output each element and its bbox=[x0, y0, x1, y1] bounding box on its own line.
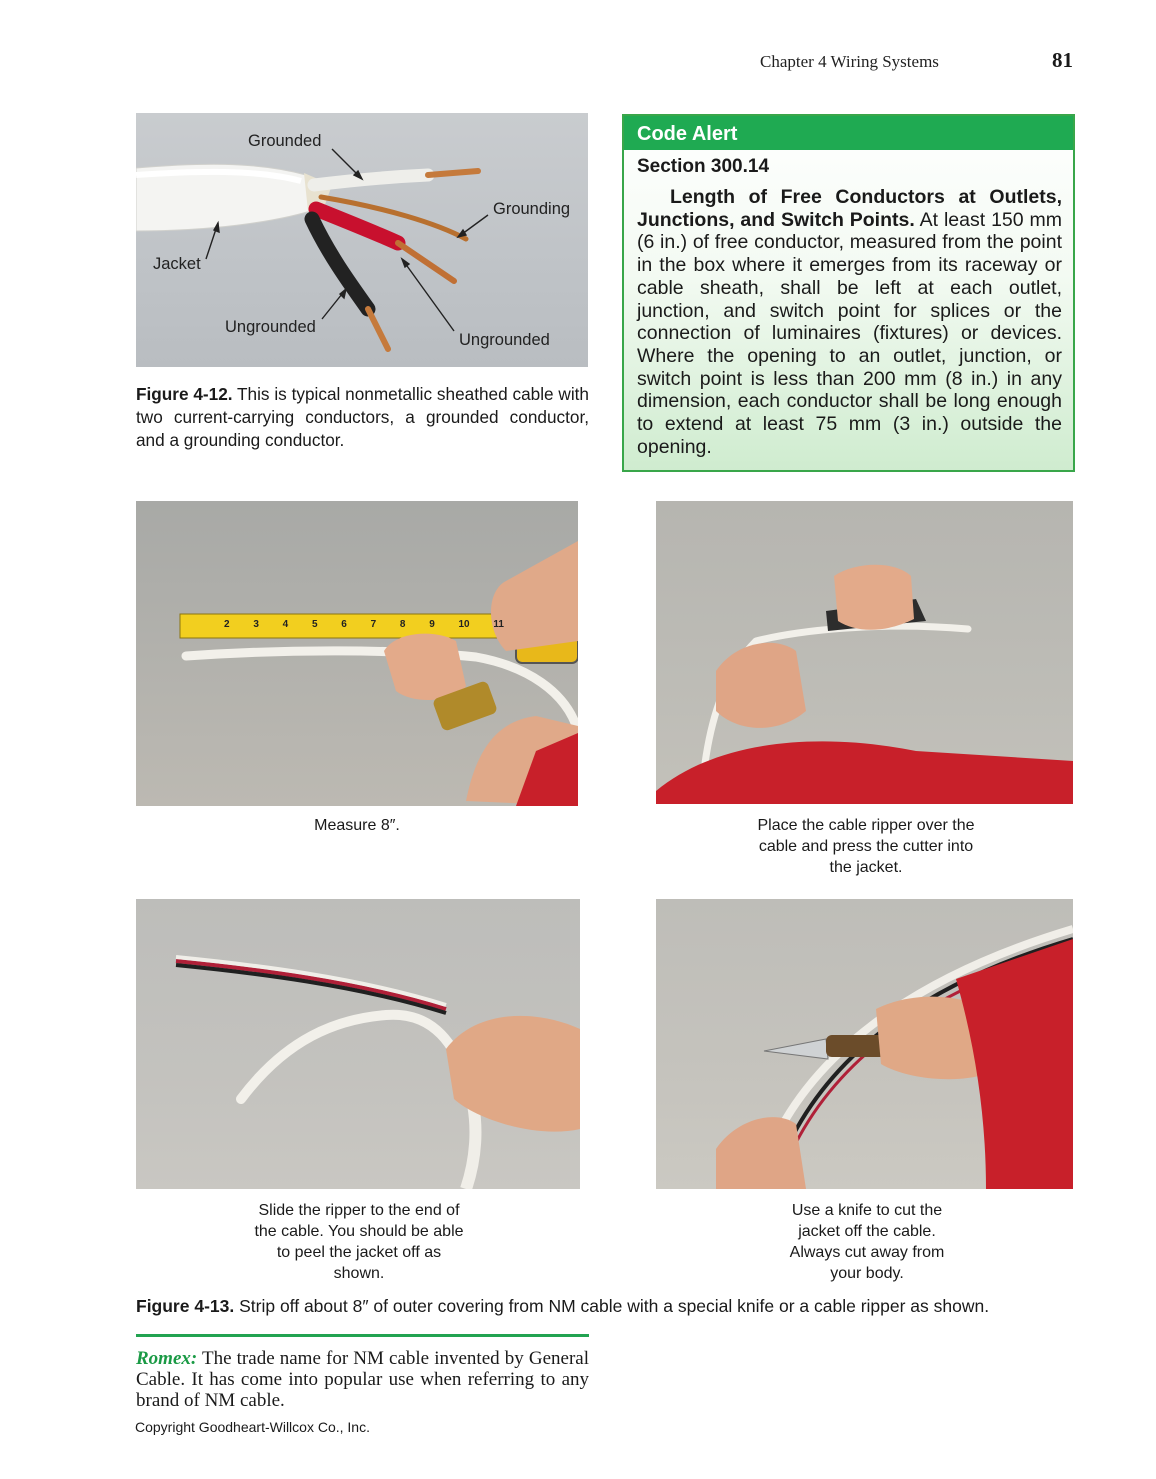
step-1-caption: Measure 8″. bbox=[314, 817, 400, 834]
code-alert-box bbox=[622, 114, 1075, 472]
definition-text: The trade name for NM cable invented by General Cable. It has come into popular use when referring to any brand of NM cable. bbox=[136, 1348, 589, 1411]
figure-4-13-label: Figure 4-13. bbox=[136, 1296, 235, 1316]
tape-number: 8 bbox=[399, 619, 406, 630]
figure-4-13-text: Strip off about 8″ of outer covering from NM cable with a special knife or a cable ripper as shown. bbox=[234, 1296, 990, 1316]
code-alert-text: At least 150 mm (6 in.) of free conductor, measured from the point in the box where it emerges from its raceway or cable sheath, shall be left at each outlet, junction, and switch point for splices or the connection of luminaires (fixtures) or devices. Where the opening to an outlet, junction, or switch point is less than 200 mm (8 in.) in any dimension, each conductor shall be long enough to extend at least 75 mm (3 in.) outside the opening. bbox=[637, 208, 1063, 458]
nm-cable-illustration bbox=[136, 113, 588, 367]
label-ungrounded-left: Ungrounded bbox=[225, 318, 316, 336]
measure-illustration bbox=[136, 501, 578, 806]
tape-number: 3 bbox=[253, 619, 259, 630]
code-alert-heading: Length of Free Conductors at Outlets, Junctions, and Switch Points. bbox=[637, 186, 1062, 231]
definition-term: Romex: bbox=[136, 1348, 198, 1369]
code-alert-body bbox=[624, 178, 1073, 458]
tape-number: 4 bbox=[282, 619, 289, 630]
knife-illustration bbox=[656, 899, 1073, 1189]
definition-rule bbox=[136, 1334, 589, 1337]
tape-number: 6 bbox=[341, 619, 347, 630]
tape-measure-numbers bbox=[224, 619, 504, 630]
step-4-caption: Use a knife to cut the jacket off the cable. Always cut away from your body. bbox=[789, 1202, 945, 1282]
figure-4-12-caption bbox=[136, 383, 589, 452]
label-grounding: Grounding bbox=[493, 200, 571, 218]
step-2-caption: Place the cable ripper over the cable and press the cutter into the jacket. bbox=[757, 817, 975, 876]
photo-peel bbox=[136, 899, 580, 1189]
peel-illustration bbox=[136, 899, 580, 1189]
definition-romex bbox=[136, 1348, 589, 1411]
tape-number: 5 bbox=[311, 619, 318, 630]
code-alert-section: Section 300.14 bbox=[637, 156, 770, 177]
label-jacket: Jacket bbox=[153, 255, 201, 273]
tape-number: 11 bbox=[493, 619, 504, 630]
label-ungrounded-right: Ungrounded bbox=[459, 331, 550, 349]
tape-number: 9 bbox=[429, 619, 435, 630]
step-3-caption: Slide the ripper to the end of the cable. You should be able to peel the jacket off as shown. bbox=[254, 1202, 464, 1282]
label-grounded: Grounded bbox=[248, 132, 322, 150]
copyright-notice: Copyright Goodheart-Willcox Co., Inc. bbox=[135, 1419, 370, 1435]
figure-4-12-label: Figure 4-12. bbox=[136, 384, 233, 404]
figure-4-12-text: This is typical nonmetallic sheathed cable with two current-carrying conductors, a grounded conductor, and a grounding conductor. bbox=[136, 384, 589, 450]
page-number: 81 bbox=[1052, 48, 1073, 72]
running-head: Chapter 4 Wiring Systems bbox=[760, 52, 939, 71]
code-alert-title: Code Alert bbox=[624, 116, 1073, 150]
ripper-illustration bbox=[656, 501, 1073, 804]
cable-photo bbox=[136, 113, 588, 367]
photo-ripper bbox=[656, 501, 1073, 804]
tape-number: 2 bbox=[224, 619, 230, 630]
photo-knife bbox=[656, 899, 1073, 1189]
photo-measure bbox=[136, 501, 578, 806]
tape-number: 10 bbox=[458, 619, 470, 630]
tape-number: 7 bbox=[370, 619, 377, 630]
figure-4-13-caption bbox=[136, 1296, 989, 1317]
